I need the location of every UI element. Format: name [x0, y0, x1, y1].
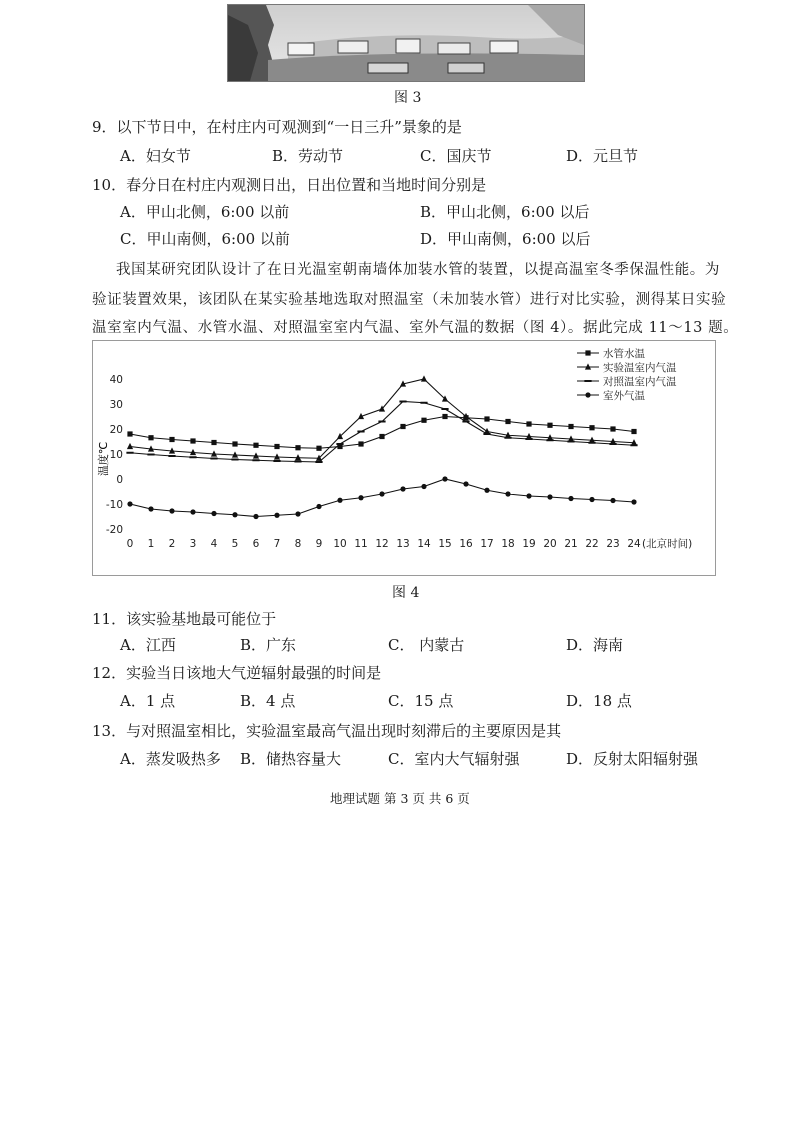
intro-line-1: 我国某研究团队设计了在日光温室朝南墙体加装水管的装置，以提高温室冬季保温性能。为: [116, 262, 720, 278]
circle-marker: [421, 484, 426, 489]
q9-option-c: C．国庆节: [420, 147, 492, 165]
circle-marker: [585, 392, 590, 397]
figure4-chart-svg: [93, 341, 715, 575]
legend-label: 实验温室内气温: [603, 362, 677, 374]
circle-marker: [631, 499, 636, 504]
q12-option-d: D．18 点: [566, 692, 632, 710]
q10-option-a: A．甲山北侧，6:00 以前: [120, 203, 290, 221]
x-tick-label: 1: [147, 538, 155, 550]
q10-option-d: D．甲山南侧，6:00 以后: [420, 230, 591, 248]
legend-label: 对照温室内气温: [603, 376, 677, 388]
square-marker: [442, 414, 447, 419]
circle-marker: [211, 511, 216, 516]
square-marker: [526, 421, 531, 426]
x-tick-label: 13: [396, 538, 410, 550]
square-marker: [589, 425, 594, 430]
q9-option-d: D．元旦节: [566, 147, 639, 165]
x-tick-label: 10: [333, 538, 347, 550]
circle-marker: [274, 513, 279, 518]
square-marker: [505, 419, 510, 424]
square-marker: [169, 437, 174, 442]
square-marker: [358, 441, 363, 446]
circle-marker: [190, 509, 195, 514]
circle-marker: [358, 495, 363, 500]
square-marker: [484, 416, 489, 421]
circle-marker: [337, 498, 342, 503]
q13-option-b: B．储热容量大: [240, 750, 342, 768]
square-marker: [547, 423, 552, 428]
x-tick-label: 19: [522, 538, 536, 550]
circle-marker: [169, 508, 174, 513]
circle-marker: [484, 488, 489, 493]
x-tick-label: 3: [189, 538, 197, 550]
square-marker: [148, 435, 153, 440]
square-marker: [610, 426, 615, 431]
circle-marker: [568, 496, 573, 501]
x-tick-label: 6: [252, 538, 260, 550]
q11-stem: 11．该实验基地最可能位于: [92, 610, 277, 628]
square-marker: [274, 444, 279, 449]
x-tick-label: 15: [438, 538, 452, 550]
x-tick-label: 9: [315, 538, 323, 550]
square-marker: [316, 446, 321, 451]
village-photo: [227, 4, 585, 82]
x-tick-label: 2: [168, 538, 176, 550]
x-tick-label: 8: [294, 538, 302, 550]
intro-line-2: 验证装置效果，该团队在某实验基地选取对照温室（未加装水管）进行对比实验，测得某日实验: [92, 292, 727, 308]
square-marker: [379, 434, 384, 439]
series-line: [130, 479, 634, 517]
q12-option-b: B．4 点: [240, 692, 296, 710]
q9-option-b: B．劳动节: [272, 147, 344, 165]
q13-option-d: D．反射太阳辐射强: [566, 750, 699, 768]
circle-marker: [379, 491, 384, 496]
circle-marker: [148, 506, 153, 511]
y-tick-label: 20: [109, 424, 123, 436]
q13-option-a: A．蒸发吸热多: [120, 750, 221, 768]
circle-marker: [316, 504, 321, 509]
circle-marker: [442, 476, 447, 481]
x-tick-label: 18: [501, 538, 515, 550]
circle-marker: [463, 481, 468, 486]
circle-marker: [547, 494, 552, 499]
figure4-chart: [92, 340, 716, 576]
q11-option-a: A．江西: [120, 636, 176, 654]
x-tick-label: 22: [585, 538, 599, 550]
q12-option-a: A．1 点: [120, 692, 176, 710]
square-marker: [295, 445, 300, 450]
y-tick-label: -10: [105, 499, 123, 511]
square-marker: [127, 431, 132, 436]
series-line: [130, 379, 634, 458]
y-tick-label: 0: [116, 474, 123, 486]
square-marker: [211, 440, 216, 445]
circle-marker: [127, 501, 132, 506]
q10-stem: 10．春分日在村庄内观测日出，日出位置和当地时间分别是: [92, 176, 487, 194]
circle-marker: [232, 512, 237, 517]
q9-option-a: A．妇女节: [120, 147, 191, 165]
q11-option-c: C． 内蒙古: [388, 636, 465, 654]
x-tick-label: 5: [231, 538, 239, 550]
square-marker: [568, 424, 573, 429]
y-tick-label: 10: [109, 449, 123, 461]
series-1: [127, 414, 636, 451]
x-tick-label: 12: [375, 538, 389, 550]
x-tick-label: 17: [480, 538, 494, 550]
q12-stem: 12．实验当日该地大气逆辐射最强的时间是: [92, 664, 382, 682]
x-tick-label: 11: [354, 538, 368, 550]
square-marker: [400, 424, 405, 429]
intro-line-3: 温室室内气温、水管水温、对照温室室内气温、室外气温的数据（图 4）。据此完成 11～13 题。: [92, 320, 739, 336]
x-tick-label: 20: [543, 538, 557, 550]
x-tick-label: 0: [126, 538, 134, 550]
figure3-caption: 图 3: [394, 90, 422, 106]
triangle-marker: [127, 443, 133, 449]
q11-option-d: D．海南: [566, 636, 624, 654]
q10-option-c: C．甲山南侧，6:00 以前: [120, 230, 290, 248]
x-axis-label: (北京时间): [642, 538, 693, 550]
q12-option-c: C．15 点: [388, 692, 454, 710]
page-footer: 地理试题 第 3 页 共 6 页: [330, 791, 470, 806]
figure4-caption: 图 4: [392, 585, 420, 601]
q10-option-b: B．甲山北侧，6:00 以后: [420, 203, 590, 221]
village-photo-illustration: [228, 5, 584, 81]
x-tick-label: 24: [627, 538, 641, 550]
circle-marker: [400, 486, 405, 491]
x-tick-label: 21: [564, 538, 578, 550]
x-tick-label: 16: [459, 538, 473, 550]
q13-stem: 13．与对照温室相比，实验温室最高气温出现时刻滞后的主要原因是其: [92, 722, 562, 740]
circle-marker: [610, 498, 615, 503]
y-axis-label: 温度℃: [97, 441, 110, 477]
legend-label: 室外气温: [603, 390, 645, 402]
square-marker: [631, 429, 636, 434]
q11-option-b: B．广东: [240, 636, 297, 654]
x-tick-label: 7: [273, 538, 281, 550]
square-marker: [585, 350, 590, 355]
circle-marker: [253, 514, 258, 519]
x-tick-label: 4: [210, 538, 218, 550]
square-marker: [253, 443, 258, 448]
q9-stem: 9．以下节日中，在村庄内可观测到“一日三升”景象的是: [92, 118, 462, 136]
series-4: [127, 476, 636, 519]
triangle-marker: [421, 375, 427, 381]
x-tick-label: 23: [606, 538, 620, 550]
y-tick-label: 40: [109, 374, 123, 386]
y-tick-label: -20: [105, 524, 123, 536]
square-marker: [421, 418, 426, 423]
legend-label: 水管水温: [603, 348, 645, 360]
circle-marker: [295, 511, 300, 516]
square-marker: [190, 438, 195, 443]
circle-marker: [526, 493, 531, 498]
circle-marker: [505, 491, 510, 496]
x-tick-label: 14: [417, 538, 431, 550]
y-tick-label: 30: [109, 399, 123, 411]
q13-option-c: C．室内大气辐射强: [388, 750, 520, 768]
series-2: [127, 375, 637, 460]
circle-marker: [589, 497, 594, 502]
square-marker: [232, 441, 237, 446]
